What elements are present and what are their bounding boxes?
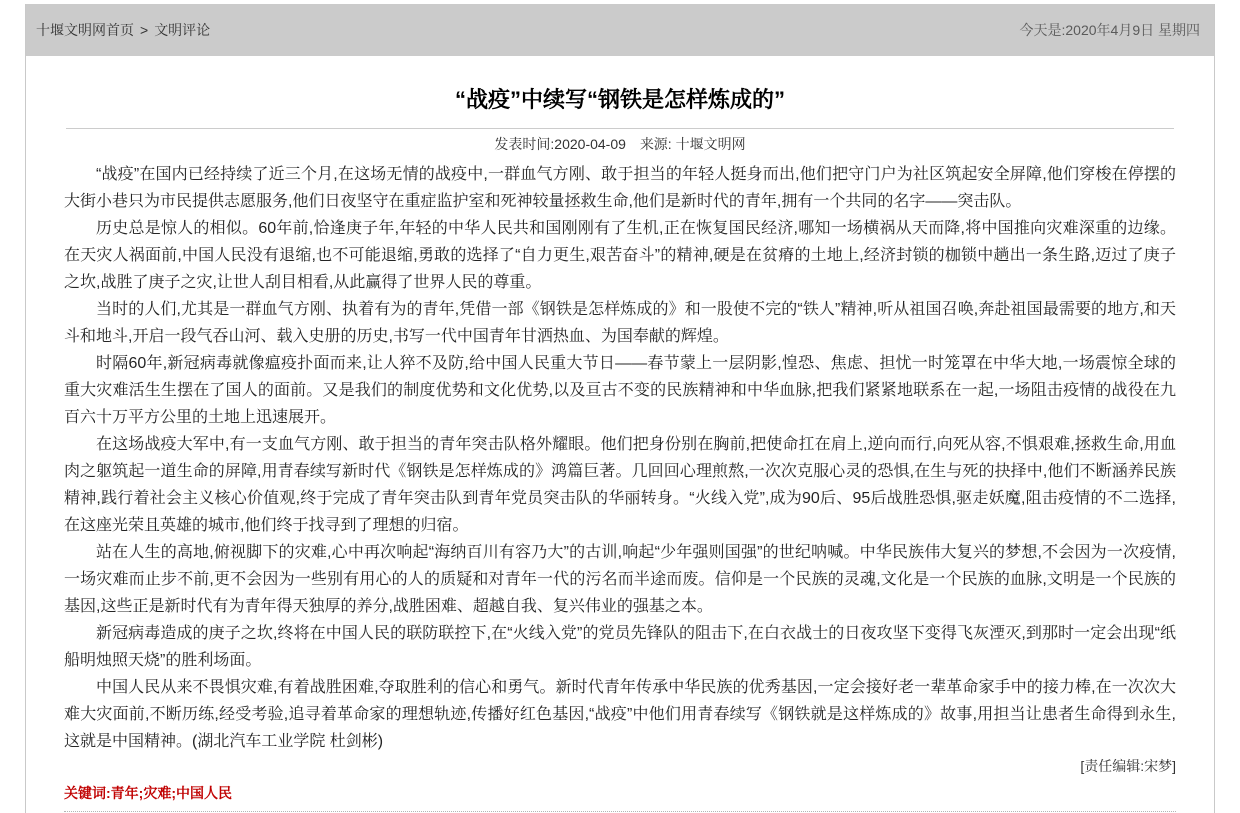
dotted-divider — [64, 811, 1176, 812]
article-title: “战疫”中续写“钢铁是怎样炼成的” — [454, 87, 785, 112]
breadcrumb-home-link[interactable]: 十堰文明网首页 — [36, 22, 134, 38]
article-paragraph: 新冠病毒造成的庚子之坎,终将在中国人民的联防联控下,在“火线入党”的党员先锋队的阻击下,在白衣战士的日夜攻坚下变得飞灰湮灭,到那时一定会出现“纸船明烛照天烧”的胜利场面。 — [64, 625, 1176, 669]
published-label: 发表时间: — [494, 136, 555, 152]
source-label: 来源: — [639, 136, 676, 152]
article-paragraph: 当时的人们,尤其是一群血气方刚、执着有为的青年,凭借一部《钢铁是怎样炼成的》和一股使不完的“铁人”精神,听从祖国召唤,奔赴祖国最需要的地方,和天斗和地斗,开启一段气吞山河、载入史册的历史,书写一代中国青年甘洒热血、为国奉献的辉煌。 — [64, 301, 1176, 345]
article-paragraph: 历史总是惊人的相似。60年前,恰逢庚子年,年轻的中华人民共和国刚刚有了生机,正在恢复国民经济,哪知一场横祸从天而降,将中国推向灾难深重的边缘。在天灾人祸面前,中国人民没有退缩,也不可能退缩,勇敢的选择了“自力更生,艰苦奋斗”的精神,硬是在贫瘠的土地上,经济封锁的枷锁中趟出一条生路,迈过了庚子之坎,战胜了庚子之灾,让世人刮目相看,从此赢得了世界人民的尊重。 — [64, 220, 1176, 291]
published-date: 2020-04-09 — [554, 136, 626, 152]
keywords-value: 青年;灾难;中国人民 — [110, 785, 232, 801]
article-paragraph: “战疫”在国内已经持续了近三个月,在这场无情的战疫中,一群血气方刚、敢于担当的年轻人挺身而出,他们把守门户为社区筑起安全屏障,他们穿梭在停摆的大街小巷只为市民提供志愿服务,他们日夜坚守在重症监护室和死神较量拯救生命,他们是新时代的青年,拥有一个共同的名字——突击队。 — [64, 166, 1176, 210]
article-body — [64, 161, 1176, 755]
editor-credit: [责任编辑:宋梦] — [1080, 758, 1176, 774]
current-date-label: 今天是:2020年4月9日 星期四 — [1019, 22, 1200, 38]
title-divider — [66, 128, 1174, 129]
top-bar — [26, 4, 1214, 56]
article-paragraph: 在这场战疫大军中,有一支血气方刚、敢于担当的青年突击队格外耀眼。他们把身份别在胸前,把使命扛在肩上,逆向而行,向死从容,不惧艰难,拯救生命,用血肉之躯筑起一道生命的屏障,用青春续写新时代《钢铁是怎样炼成的》鸿篇巨著。几回回心理煎熬,一次次克服心灵的恐惧,在生与死的抉择中,他们不断涵养民族精神,践行着社会主义核心价值观,终于完成了青年突击队到青年党员突击队的华丽转身。“火线入党”,成为90后、95后战胜恐惧,驱走妖魔,阻击疫情的不二选择,在这座光荣且英雄的城市,他们终于找寻到了理想的归宿。 — [64, 436, 1176, 534]
breadcrumb-section-link[interactable]: 文明评论 — [154, 22, 211, 38]
keywords-label: 关键词: — [64, 785, 111, 801]
keywords-line — [64, 784, 1176, 802]
breadcrumb-separator: > — [140, 22, 149, 38]
breadcrumb — [36, 20, 210, 40]
article-container — [26, 86, 1214, 812]
source-value: 十堰文明网 — [675, 136, 746, 152]
article-meta — [64, 134, 1176, 154]
article-paragraph: 中国人民从来不畏惧灾难,有着战胜困难,夺取胜利的信心和勇气。新时代青年传承中华民族的优秀基因,一定会接好老一辈革命家手中的接力棒,在一次次大难大灾面前,不断历练,经受考验,追寻着革命家的理想轨迹,传播好红色基因,“战疫”中他们用青春续写《钢铁就是这样炼成的》故事,用担当让患者生命得到永生,这就是中国精神。(湖北汽车工业学院 杜剑彬) — [64, 679, 1176, 750]
content-container — [25, 4, 1215, 813]
article-paragraph: 站在人生的高地,俯视脚下的灾难,心中再次响起“海纳百川有容乃大”的古训,响起“少年强则国强”的世纪呐喊。中华民族伟大复兴的梦想,不会因为一次疫情,一场灾难而止步不前,更不会因为一些别有用心的人的质疑和对青年一代的污名而半途而废。信仰是一个民族的灵魂,文化是一个民族的血脉,文明是一个民族的基因,这些正是新时代有为青年得天独厚的养分,战胜困难、超越自我、复兴伟业的强基之本。 — [64, 544, 1176, 615]
article-paragraph: 时隔60年,新冠病毒就像瘟疫扑面而来,让人猝不及防,给中国人民重大节日——春节蒙上一层阴影,惶恐、焦虑、担忧一时笼罩在中华大地,一场震惊全球的重大灾难活生生摆在了国人的面前。又是我们的制度优势和文化优势,以及亘古不变的民族精神和中华血脉,把我们紧紧地联系在一起,一场阻击疫情的战役在九百六十万平方公里的土地上迅速展开。 — [64, 355, 1176, 426]
